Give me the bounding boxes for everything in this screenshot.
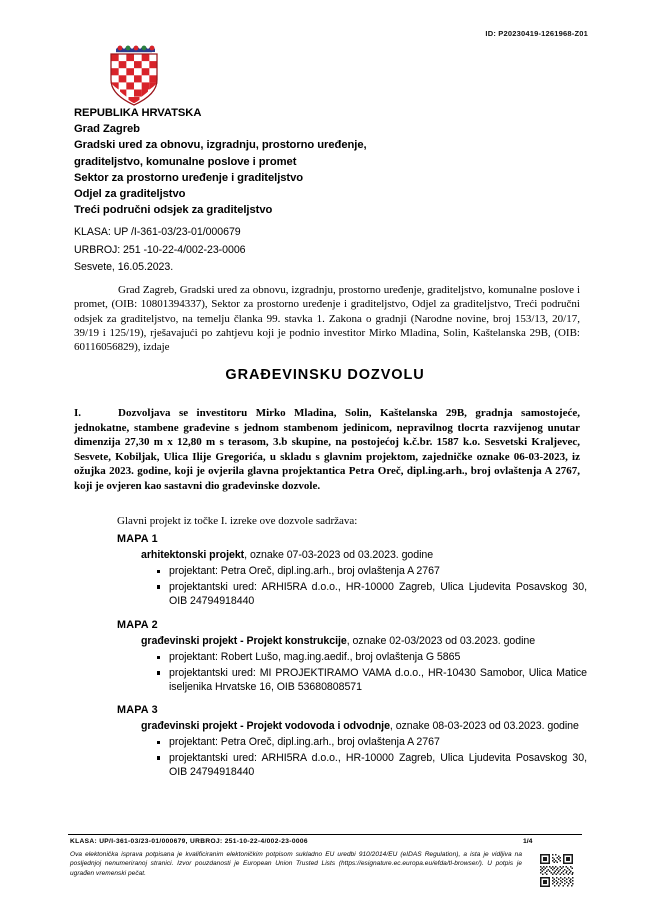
croatian-coat-of-arms-icon	[107, 44, 161, 106]
footer-reference: KLASA: UP/I-361-03/23-01/000679, URBROJ: 251-10-22-4/002-23-0006	[70, 838, 308, 845]
list-item	[117, 751, 587, 780]
header-line-2: Grad Zagreb	[74, 123, 140, 136]
list-item-text: projektantski ured: MI PROJEKTIRAMO VAMA d.o.o., HR-10430 Samobor, Ulica Matice iseljenika Hrvatske 16, OIB 53680808571	[169, 666, 587, 694]
document-id: ID: P20230419-1261968-Z01	[485, 29, 588, 38]
mapa-items-1	[117, 564, 587, 608]
mapa-group-2	[117, 619, 587, 695]
urbroj-line: URBROJ: 251 -10-22-4/002-23-0006	[74, 243, 246, 256]
bullet-square-icon	[157, 570, 160, 573]
mapa-subtitle-bold-3: građevinski projekt - Projekt vodovoda i odvodnje	[141, 720, 390, 732]
section-one-number: I.	[74, 407, 82, 419]
mapa-subtitle-rest-1: , oznake 07-03-2023 od 03.2023. godine	[244, 549, 434, 561]
list-item-text: projektantski ured: ARHI5RA d.o.o., HR-10000 Zagreb, Ulica Ljudevita Posavskog 30, OIB 24794918440	[169, 580, 587, 608]
mapa-title-1: MAPA 1	[117, 533, 158, 545]
mapa-subtitle-rest-2: , oznake 02-03/2023 od 03.2023. godine	[346, 635, 536, 647]
list-item-text: projektant: Robert Lušo, mag.ing.aedif., broj ovlaštenja G 5865	[169, 651, 461, 664]
list-item-text: projektant: Petra Oreč, dipl.ing.arh., broj ovlaštenja A 2767	[169, 565, 440, 578]
mapa-subtitle-bold-1: arhitektonski projekt	[141, 549, 245, 561]
mapa-subtitle-3	[141, 719, 587, 733]
list-item	[117, 666, 587, 695]
mapa-group-3	[117, 704, 587, 780]
mapa-subtitle-2	[141, 634, 587, 648]
intro-paragraph: Grad Zagreb, Gradski ured za obnovu, izgradnju, prostorno uređenje, graditeljstvo, komunalne poslove i promet, (OIB: 10801394337), Sektor za prostorno uređenje i graditeljstvo, Odjel za graditeljstvo, Treći područni odsjek za graditeljstvo, na temelju članka 99. stavka 1. Zakona o gradnji (Narodne novine, broj 153/13, 20/17, 39/19 i 125/19), rješavajući po zahtjevu koji je podnio investitor Mirko Mladina, Solin, Kaštelanska 29B, (OIB: 60116056829), izdaje	[74, 284, 580, 354]
footer-divider	[68, 834, 582, 835]
list-item	[117, 650, 587, 664]
bullet-square-icon	[157, 656, 160, 659]
list-item	[117, 735, 587, 749]
header-line-5: Sektor za prostorno uređenje i graditeljstvo	[74, 171, 304, 184]
list-item-text: projektant: Petra Oreč, dipl.ing.arh., broj ovlaštenja A 2767	[169, 736, 440, 749]
bullet-square-icon	[157, 741, 160, 744]
section-one-text: Dozvoljava se investitoru Mirko Mladina, Solin, Kaštelanska 29B, gradnja samostojeće, jednokatne, stambene građevine s jednom stambenom jedinicom, nepravilnog tlocrta razvijenog unutar dimenzija 27,30 m x 12,80 m s terasom, 3.b skupine, na postojećoj k.č.br. 1587 k.o. Sesvetski Kraljevec, Sesvete, Kobiljak, Ulica Ilije Gregorića, u skladu s glavnim projektom, zajedničke oznake 06-03-2023, iz ožujka 2023. godine, koji je ovjerila glavna projektantica Petra Oreč, dipl.ing.arh., broj ovlaštenja A 2767, koji je ovjeren kao sastavni dio građevinske dozvole.	[74, 407, 580, 492]
bullet-square-icon	[157, 756, 160, 759]
qr-code-icon	[539, 853, 574, 888]
mapa-subtitle-1	[141, 548, 587, 562]
header-line-1: REPUBLIKA HRVATSKA	[74, 107, 202, 119]
reference-block	[74, 224, 246, 277]
mapa-items-2	[117, 650, 587, 694]
mapa-title-3: MAPA 3	[117, 704, 158, 716]
mapa-subtitle-bold-2: građevinski projekt - Projekt konstrukcije	[141, 635, 347, 647]
header-line-6: Odjel za graditeljstvo	[74, 188, 186, 201]
mapa-subtitle-rest-3: , oznake 08-03-2023 od 03.2023. godine	[389, 720, 579, 732]
list-item	[117, 580, 587, 609]
header-line-3: Gradski ured za obnovu, izgradnju, prostorno uređenje,	[74, 139, 367, 152]
header-line-7: Treći područni odsjek za graditeljstvo	[74, 204, 273, 217]
bullet-square-icon	[157, 671, 160, 674]
header-line-4: graditeljstvo, komunalne poslove i promet	[74, 155, 297, 168]
section-one	[74, 406, 580, 494]
mapa-group-1	[117, 533, 587, 609]
mapa-title-2: MAPA 2	[117, 619, 158, 631]
page-number: 1/4	[523, 838, 533, 845]
list-item	[117, 564, 587, 578]
klasa-line: KLASA: UP /I-361-03/23-01/000679	[74, 226, 241, 238]
list-item-text: projektantski ured: ARHI5RA d.o.o., HR-10000 Zagreb, Ulica Ljudevita Posavskog 30, OIB 24794918440	[169, 751, 587, 779]
mapa-items-3	[117, 735, 587, 779]
footer-signature-note: Ova elektonička isprava potpisana je kvalificiranim elektoničkim potpisom sukladno EU uredbi 910/2014/EU (eIDAS Regulation), a ista je vidljiva na posljednjoj nenumeriranoj stranici. Izvor pouzdanosti je European Union Trusted Lists (https://esignature.ec.europa.eu/efda/tl-browser/). U potpis je ugrađen vremenski pečat.	[70, 851, 522, 877]
main-project-intro: Glavni projekt iz točke I. izreke ove dozvole sadržava:	[117, 515, 358, 527]
bullet-square-icon	[157, 585, 160, 588]
authority-header	[74, 105, 494, 218]
page-title: GRAĐEVINSKU DOZVOLU	[225, 367, 425, 383]
place-date-line: Sesvete, 16.05.2023.	[74, 261, 174, 274]
